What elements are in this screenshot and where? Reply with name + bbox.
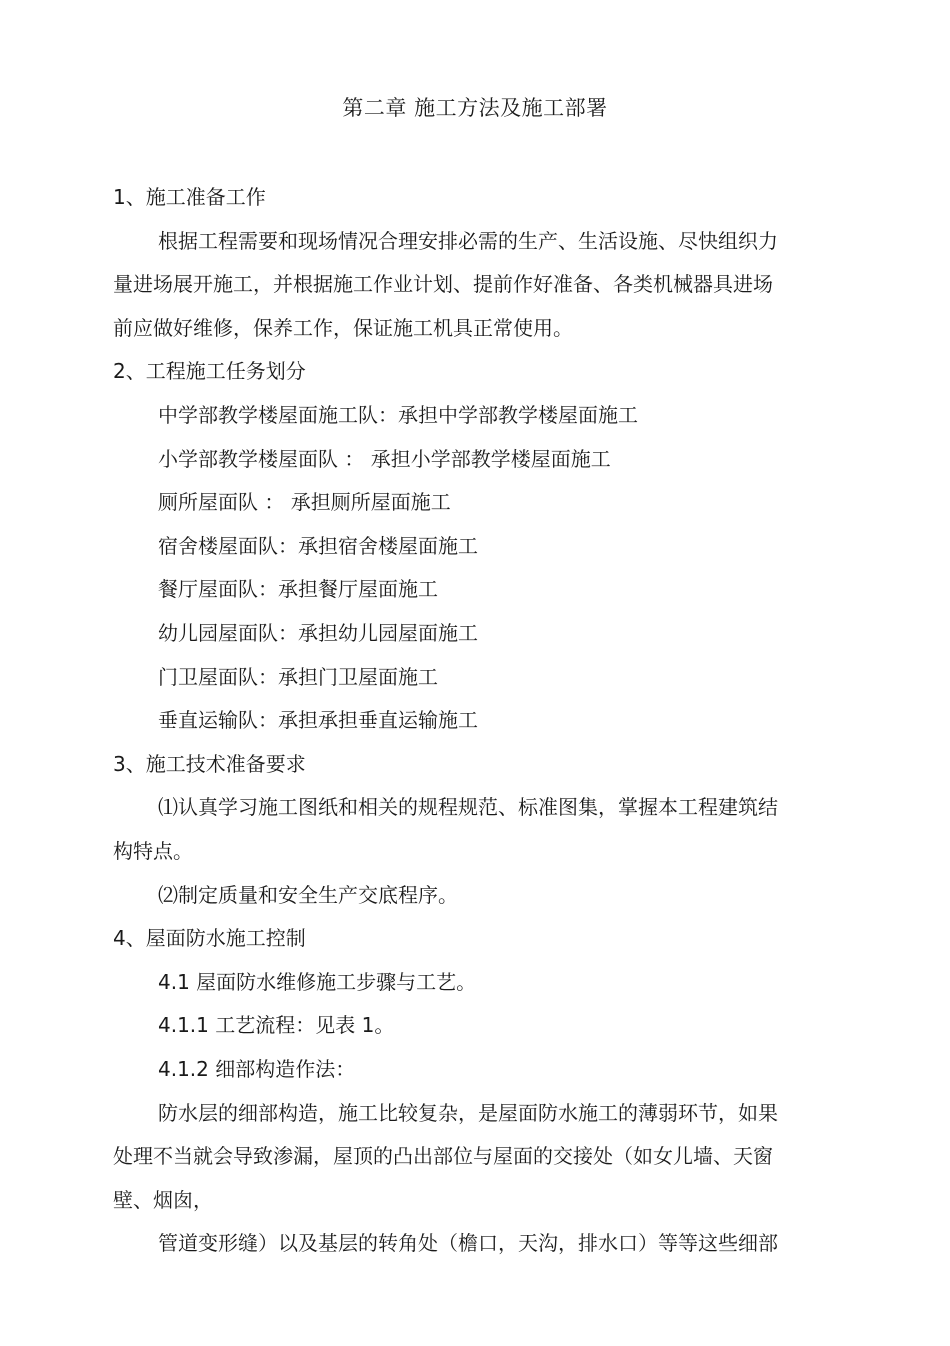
subsection-4-1: 4.1 屋面防水维修施工步骤与工艺。 [158,970,477,994]
section-3-paragraph-line: ⑴认真学习施工图纸和相关的规程规范、标准图集，掌握本工程建筑结 [158,795,778,819]
section-4-paragraph-line: 壁、烟囱， [113,1188,213,1212]
subsection-4-1-1: 4.1.1 工艺流程：见表 1。 [158,1013,395,1037]
chapter-title: 第二章 施工方法及施工部署 [342,96,608,120]
task-item: 餐厅屋面队：承担餐厅屋面施工 [158,577,438,601]
section-2-heading: 2、工程施工任务划分 [113,359,306,383]
task-item: 门卫屋面队：承担门卫屋面施工 [158,665,438,689]
task-item: 小学部教学楼屋面队 ： 承担小学部教学楼屋面施工 [158,447,611,471]
section-4-paragraph-line: 管道变形缝）以及基层的转角处（檐口，天沟，排水口）等等这些细部 [158,1231,778,1255]
section-1-paragraph-line: 前应做好维修，保养工作，保证施工机具正常使用。 [113,316,573,340]
section-4-heading: 4、屋面防水施工控制 [113,926,306,950]
section-3-paragraph: ⑵制定质量和安全生产交底程序。 [158,883,458,907]
section-3-paragraph-line: 构特点。 [113,839,193,863]
section-1-paragraph-line: 根据工程需要和现场情况合理安排必需的生产、生活设施、尽快组织力 [158,229,778,253]
task-item: 中学部教学楼屋面施工队：承担中学部教学楼屋面施工 [158,403,638,427]
subsection-4-1-2: 4.1.2 细部构造作法： [158,1057,356,1081]
section-1-heading: 1、施工准备工作 [113,185,266,209]
task-item: 垂直运输队：承担承担垂直运输施工 [158,708,478,732]
section-3-heading: 3、施工技术准备要求 [113,752,306,776]
section-4-paragraph-line: 处理不当就会导致渗漏，屋顶的凸出部位与屋面的交接处（如女儿墙、天窗 [113,1144,773,1168]
section-1-paragraph-line: 量进场展开施工，并根据施工作业计划、提前作好准备、各类机械器具进场 [113,272,773,296]
task-item: 厕所屋面队 ： 承担厕所屋面施工 [158,490,451,514]
task-item: 宿舍楼屋面队：承担宿舍楼屋面施工 [158,534,478,558]
section-4-paragraph-line: 防水层的细部构造，施工比较复杂，是屋面防水施工的薄弱环节，如果 [158,1101,778,1125]
task-item: 幼儿园屋面队：承担幼儿园屋面施工 [158,621,478,645]
